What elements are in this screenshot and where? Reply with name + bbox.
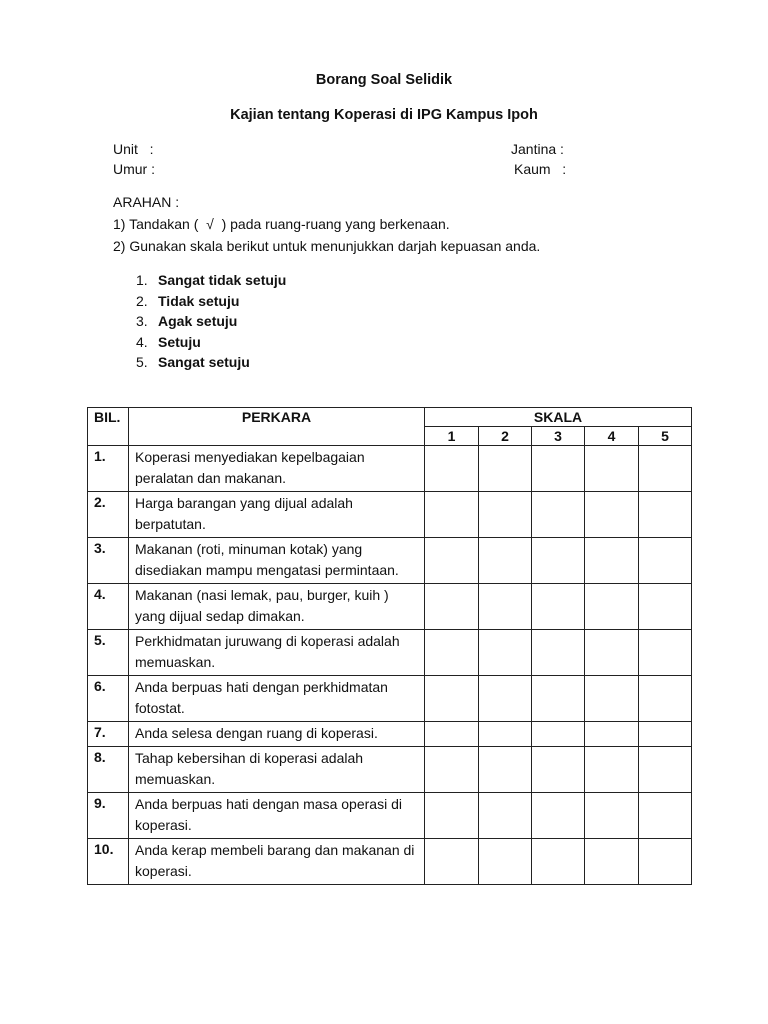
scale-checkbox-cell-4[interactable] xyxy=(585,793,639,839)
scale-checkbox-cell-3[interactable] xyxy=(532,793,585,839)
table-row xyxy=(88,747,692,793)
scale-checkbox-cell-5[interactable] xyxy=(639,492,692,538)
scale-checkbox-cell-5[interactable] xyxy=(639,747,692,793)
row-number: 5. xyxy=(88,630,129,676)
scale-checkbox-cell-1[interactable] xyxy=(425,839,479,885)
scale-checkbox-cell-3[interactable] xyxy=(532,630,585,676)
instruction-line-2: 2) Gunakan skala berikut untuk menunjukkan darjah kepuasan anda. xyxy=(113,238,541,254)
scale-legend-item: 1. Sangat tidak setuju xyxy=(136,272,287,288)
scale-checkbox-cell-5[interactable] xyxy=(639,793,692,839)
row-number: 10. xyxy=(88,839,129,885)
scale-checkbox-cell-3[interactable] xyxy=(532,839,585,885)
scale-checkbox-cell-1[interactable] xyxy=(425,793,479,839)
scale-checkbox-cell-2[interactable] xyxy=(479,676,532,722)
instructions-heading: ARAHAN : xyxy=(113,194,180,210)
scale-checkbox-cell-3[interactable] xyxy=(532,492,585,538)
scale-checkbox-cell-5[interactable] xyxy=(639,630,692,676)
scale-header-4: 4 xyxy=(585,427,639,446)
scale-header-2: 2 xyxy=(479,427,532,446)
scale-checkbox-cell-2[interactable] xyxy=(479,584,532,630)
form-title: Borang Soal Selidik xyxy=(315,72,453,88)
row-statement: Tahap kebersihan di koperasi adalah memuaskan. xyxy=(129,747,425,793)
table-row xyxy=(88,446,692,492)
scale-checkbox-cell-2[interactable] xyxy=(479,538,532,584)
scale-checkbox-cell-5[interactable] xyxy=(639,446,692,492)
scale-checkbox-cell-1[interactable] xyxy=(425,492,479,538)
scale-checkbox-cell-5[interactable] xyxy=(639,676,692,722)
column-header-perkara: PERKARA xyxy=(129,408,425,446)
scale-checkbox-cell-1[interactable] xyxy=(425,722,479,747)
scale-checkbox-cell-5[interactable] xyxy=(639,584,692,630)
row-statement: Anda kerap membeli barang dan makanan di koperasi. xyxy=(129,839,425,885)
row-statement: Harga barangan yang dijual adalah berpatutan. xyxy=(129,492,425,538)
row-statement: Anda selesa dengan ruang di koperasi. xyxy=(129,722,425,747)
row-number: 6. xyxy=(88,676,129,722)
row-number: 9. xyxy=(88,793,129,839)
table-row xyxy=(88,793,692,839)
scale-header-3: 3 xyxy=(532,427,585,446)
scale-legend-item: 2. Tidak setuju xyxy=(136,292,240,309)
row-statement: Perkhidmatan juruwang di koperasi adalah memuaskan. xyxy=(129,630,425,676)
table-row xyxy=(88,839,692,885)
scale-checkbox-cell-2[interactable] xyxy=(479,839,532,885)
scale-checkbox-cell-3[interactable] xyxy=(532,676,585,722)
scale-legend-list xyxy=(136,272,286,375)
instruction-line-1: 1) Tandakan ( √ ) pada ruang-ruang yang berkenaan. xyxy=(113,216,450,232)
table-row xyxy=(88,676,692,722)
row-number: 7. xyxy=(88,722,129,747)
row-number: 2. xyxy=(88,492,129,538)
scale-checkbox-cell-1[interactable] xyxy=(425,747,479,793)
scale-checkbox-cell-5[interactable] xyxy=(639,538,692,584)
scale-checkbox-cell-2[interactable] xyxy=(479,747,532,793)
scale-checkbox-cell-4[interactable] xyxy=(585,584,639,630)
scale-checkbox-cell-4[interactable] xyxy=(585,492,639,538)
kaum-field-label: Kaum : xyxy=(514,161,567,177)
form-subtitle: Kajian tentang Koperasi di IPG Kampus Ipoh xyxy=(230,107,538,123)
scale-checkbox-cell-1[interactable] xyxy=(425,630,479,676)
scale-checkbox-cell-5[interactable] xyxy=(639,722,692,747)
scale-checkbox-cell-4[interactable] xyxy=(585,722,639,747)
row-number: 3. xyxy=(88,538,129,584)
row-statement: Anda berpuas hati dengan perkhidmatan fotostat. xyxy=(129,676,425,722)
survey-table xyxy=(87,407,692,885)
scale-checkbox-cell-1[interactable] xyxy=(425,446,479,492)
table-row xyxy=(88,492,692,538)
scale-checkbox-cell-4[interactable] xyxy=(585,747,639,793)
scale-legend-item: 3. Agak setuju xyxy=(136,313,238,329)
scale-checkbox-cell-4[interactable] xyxy=(585,538,639,584)
row-number: 4. xyxy=(88,584,129,630)
umur-field-label: Umur : xyxy=(113,161,155,177)
scale-checkbox-cell-3[interactable] xyxy=(532,722,585,747)
table-row xyxy=(88,630,692,676)
row-statement: Koperasi menyediakan kepelbagaian peralatan dan makanan. xyxy=(129,446,425,492)
scale-checkbox-cell-2[interactable] xyxy=(479,446,532,492)
scale-checkbox-cell-4[interactable] xyxy=(585,446,639,492)
scale-checkbox-cell-2[interactable] xyxy=(479,630,532,676)
jantina-field-label: Jantina : xyxy=(511,141,564,157)
scale-checkbox-cell-4[interactable] xyxy=(585,676,639,722)
table-row xyxy=(88,722,692,747)
scale-header-1: 1 xyxy=(425,427,479,446)
scale-legend-item: 4. Setuju xyxy=(136,333,201,350)
scale-legend-item: 5. Sangat setuju xyxy=(136,354,250,370)
row-number: 8. xyxy=(88,747,129,793)
scale-checkbox-cell-3[interactable] xyxy=(532,538,585,584)
column-header-bil: BIL. xyxy=(88,408,129,446)
row-statement: Makanan (nasi lemak, pau, burger, kuih ) yang dijual sedap dimakan. xyxy=(129,584,425,630)
scale-checkbox-cell-1[interactable] xyxy=(425,676,479,722)
scale-checkbox-cell-2[interactable] xyxy=(479,492,532,538)
scale-header-5: 5 xyxy=(639,427,692,446)
scale-checkbox-cell-3[interactable] xyxy=(532,747,585,793)
scale-checkbox-cell-4[interactable] xyxy=(585,839,639,885)
table-row xyxy=(88,538,692,584)
row-statement: Anda berpuas hati dengan masa operasi di koperasi. xyxy=(129,793,425,839)
scale-checkbox-cell-1[interactable] xyxy=(425,584,479,630)
table-row xyxy=(88,584,692,630)
scale-checkbox-cell-4[interactable] xyxy=(585,630,639,676)
row-number: 1. xyxy=(88,446,129,492)
scale-checkbox-cell-2[interactable] xyxy=(479,722,532,747)
column-header-skala: SKALA xyxy=(425,408,692,427)
scale-checkbox-cell-3[interactable] xyxy=(532,584,585,630)
row-statement: Makanan (roti, minuman kotak) yang disediakan mampu mengatasi permintaan. xyxy=(129,538,425,584)
scale-checkbox-cell-3[interactable] xyxy=(532,446,585,492)
scale-checkbox-cell-2[interactable] xyxy=(479,793,532,839)
unit-field-label: Unit : xyxy=(113,141,154,157)
scale-checkbox-cell-1[interactable] xyxy=(425,538,479,584)
scale-checkbox-cell-5[interactable] xyxy=(639,839,692,885)
